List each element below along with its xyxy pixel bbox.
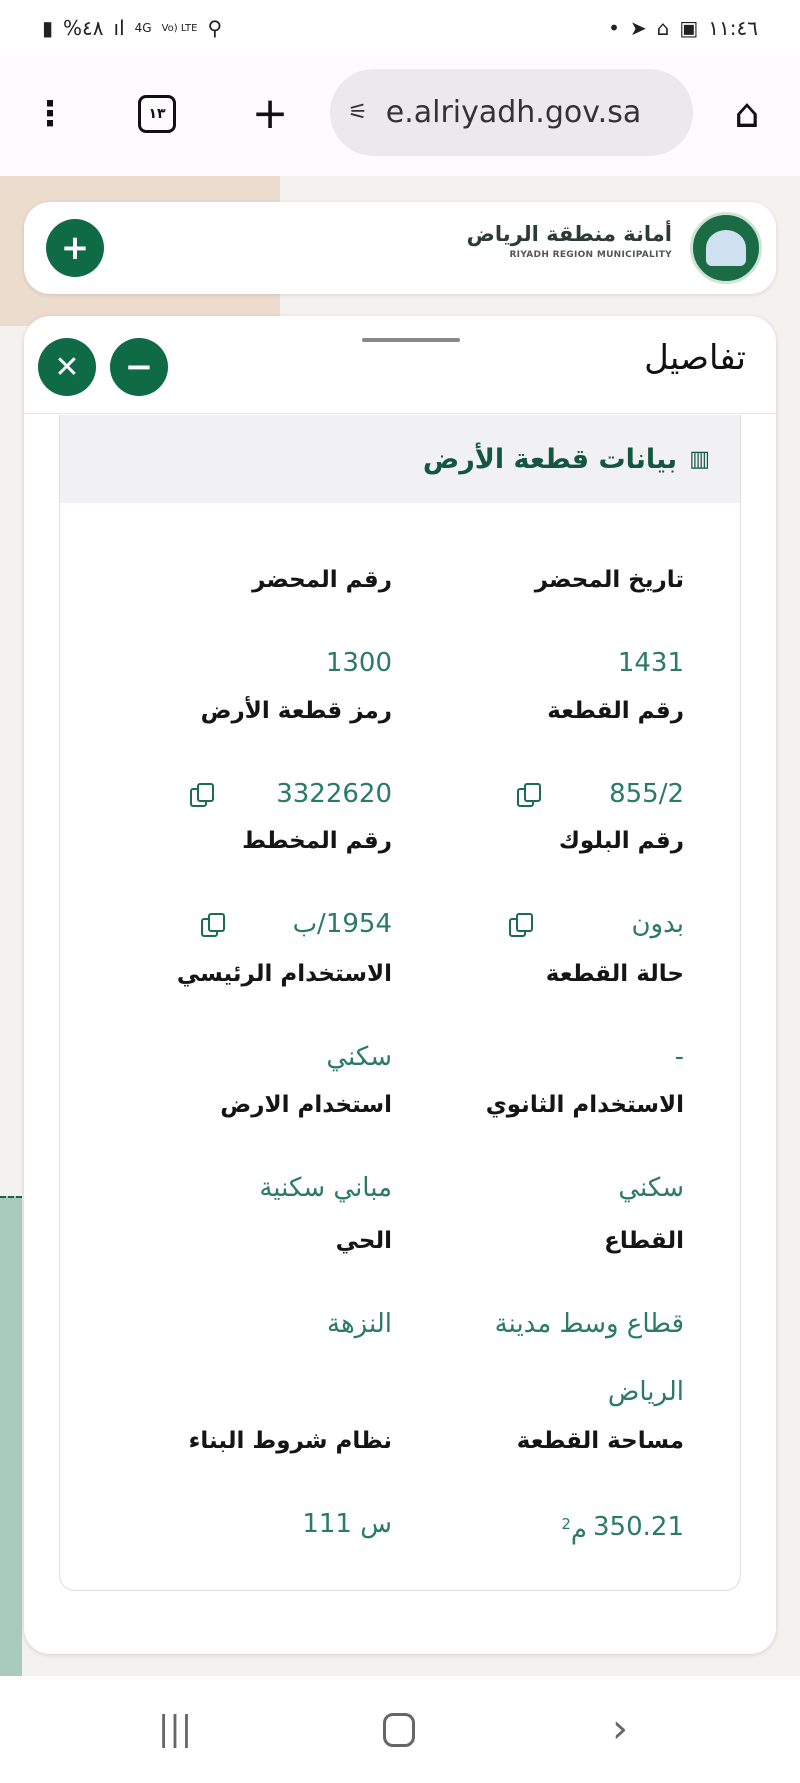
menu-icon[interactable]: ⋮	[33, 94, 67, 134]
value: 350.21	[593, 1512, 684, 1543]
parcel-info-card	[59, 415, 741, 1591]
status-bar	[0, 0, 800, 56]
expand-button[interactable]: +	[46, 219, 104, 277]
tabs-button[interactable]: ١٣	[138, 95, 176, 133]
clock: ١١:٤٦	[708, 16, 758, 40]
unit: م	[570, 1515, 588, 1546]
field-district: الحي النزهة	[327, 1228, 392, 1339]
field-parcel-status: حالة القطعة -	[545, 961, 684, 1072]
field-block-number: رقم البلوك بدون	[434, 828, 684, 958]
divider	[24, 413, 776, 414]
browser-toolbar	[0, 56, 800, 176]
value: 855/2	[609, 779, 684, 809]
field-parcel-code: رمز قطعة الأرض 3322620	[122, 698, 392, 828]
address-bar[interactable]	[330, 69, 693, 156]
copy-icon[interactable]	[517, 783, 539, 805]
recents-icon[interactable]: |||	[157, 1709, 193, 1749]
dot-icon: •	[608, 16, 620, 40]
field-plan-number: رقم المخطط 1954/ب	[122, 828, 392, 958]
value: 1954/ب	[292, 909, 392, 939]
org-name	[467, 222, 672, 260]
field-secondary-use: الاستخدام الثانوي سكني	[485, 1092, 684, 1203]
field-land-use: استخدام الارض مباني سكنية	[220, 1092, 392, 1203]
field-building-code: نظام شروط البناء س 111	[188, 1428, 392, 1539]
value: بدون	[631, 909, 684, 939]
home-icon[interactable]: ⌂	[734, 91, 760, 137]
value: 3322620	[276, 779, 392, 809]
panel-title: تفاصيل	[644, 338, 746, 378]
site-settings-icon[interactable]: ⚟	[348, 100, 368, 125]
org-name-en: RIYADH REGION MUNICIPALITY	[509, 250, 672, 260]
copy-icon[interactable]	[190, 783, 212, 805]
volte-indicator: Vo) LTE	[161, 22, 198, 34]
field-main-use: الاستخدام الرئيسي سكني	[176, 961, 392, 1072]
field-record-date: تاريخ المحضر 1431	[534, 567, 684, 678]
close-button[interactable]: ✕	[38, 338, 96, 396]
municipality-logo	[690, 212, 762, 284]
back-icon[interactable]: ›	[612, 1706, 628, 1752]
battery-level: %٤٨	[63, 16, 104, 40]
copy-icon[interactable]	[509, 913, 531, 935]
gallery-icon: ▣	[679, 16, 699, 40]
network-type: 4G	[134, 21, 152, 35]
field-parcel-number: رقم القطعة 855/2	[434, 698, 684, 828]
org-name-ar: أمانة منطقة الرياض	[466, 222, 672, 246]
app-header	[24, 202, 776, 294]
field-record-number: رقم المحضر 1300	[252, 567, 392, 678]
details-panel	[24, 316, 776, 1654]
url-text: e.alriyadh.gov.sa	[385, 95, 642, 130]
system-nav-bar	[0, 1676, 800, 1783]
mosque-icon: ⌂	[656, 16, 670, 40]
telegram-icon: ➤	[629, 16, 647, 40]
section-title: بيانات قطعة الأرض	[422, 443, 678, 475]
minimize-button[interactable]: −	[110, 338, 168, 396]
map-parcel	[0, 1196, 22, 1676]
drag-handle[interactable]	[362, 338, 460, 342]
new-tab-icon[interactable]: +	[251, 87, 289, 139]
section-header	[60, 415, 740, 503]
home-nav-icon[interactable]	[383, 1713, 415, 1747]
battery-icon: ▮	[42, 16, 54, 40]
copy-icon[interactable]	[201, 913, 223, 935]
field-sector: القطاع قطاع وسط مدينة الرياض	[494, 1228, 684, 1407]
signal-icon: ıl	[113, 16, 125, 40]
field-parcel-area: مساحة القطعة 350.21 م$^2$	[434, 1428, 684, 1565]
map-icon: ▥	[689, 446, 710, 472]
location-icon: ⚲	[207, 16, 223, 40]
